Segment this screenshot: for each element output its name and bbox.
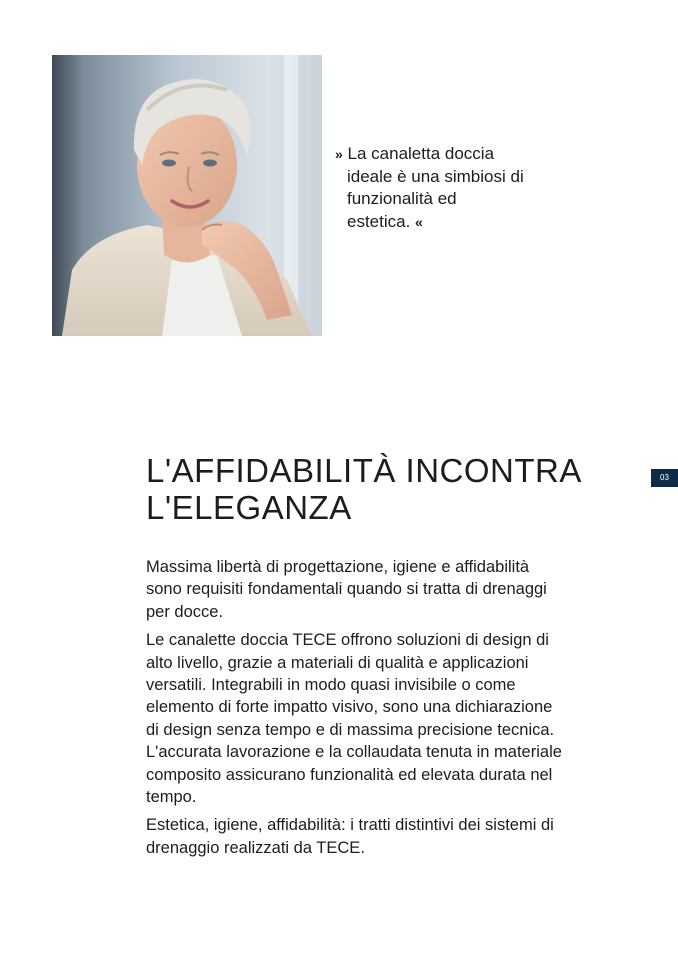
quote-line: funzionalità ed [347,189,457,208]
quote-close-mark: « [415,213,423,230]
body-copy [146,556,626,865]
quote-line: estetica. « [347,211,423,231]
pull-quote [335,143,550,233]
section-heading [146,452,616,526]
portrait-photo [52,55,322,336]
paragraph-1: Massima libertà di progettazione, igiene e affidabilità sono requisiti fondamentali quando si tratta di drenaggi per docce. [146,558,547,621]
portrait-illustration [52,55,322,336]
page-number-tab: 03 [651,469,678,487]
paragraph-2: Le canalette doccia TECE offrono soluzioni di design di alto livello, grazie a materiali di qualità e applicazioni versatili. Integrabili in modo quasi invisibile o come elemento di forte impatto visivo, sono una dichiarazione di design senza tempo e di massima precisione tecnica. L'accurata lavorazione e la collaudata tenuta in materiale composito assicurano funzionalità ed elevata durata nel tempo. [146,631,562,807]
quote-line: » La canaletta doccia [335,144,495,163]
quote-open-mark: » [335,146,343,162]
heading-line: L'AFFIDABILITÀ INCONTRA [146,452,582,489]
paragraph-3: Estetica, igiene, affidabilità: i tratti distintivi dei sistemi di drenaggio realizzati da TECE. [146,816,554,857]
heading-line: L'ELEGANZA [146,489,352,526]
quote-line: ideale è una simbiosi di [347,166,524,186]
